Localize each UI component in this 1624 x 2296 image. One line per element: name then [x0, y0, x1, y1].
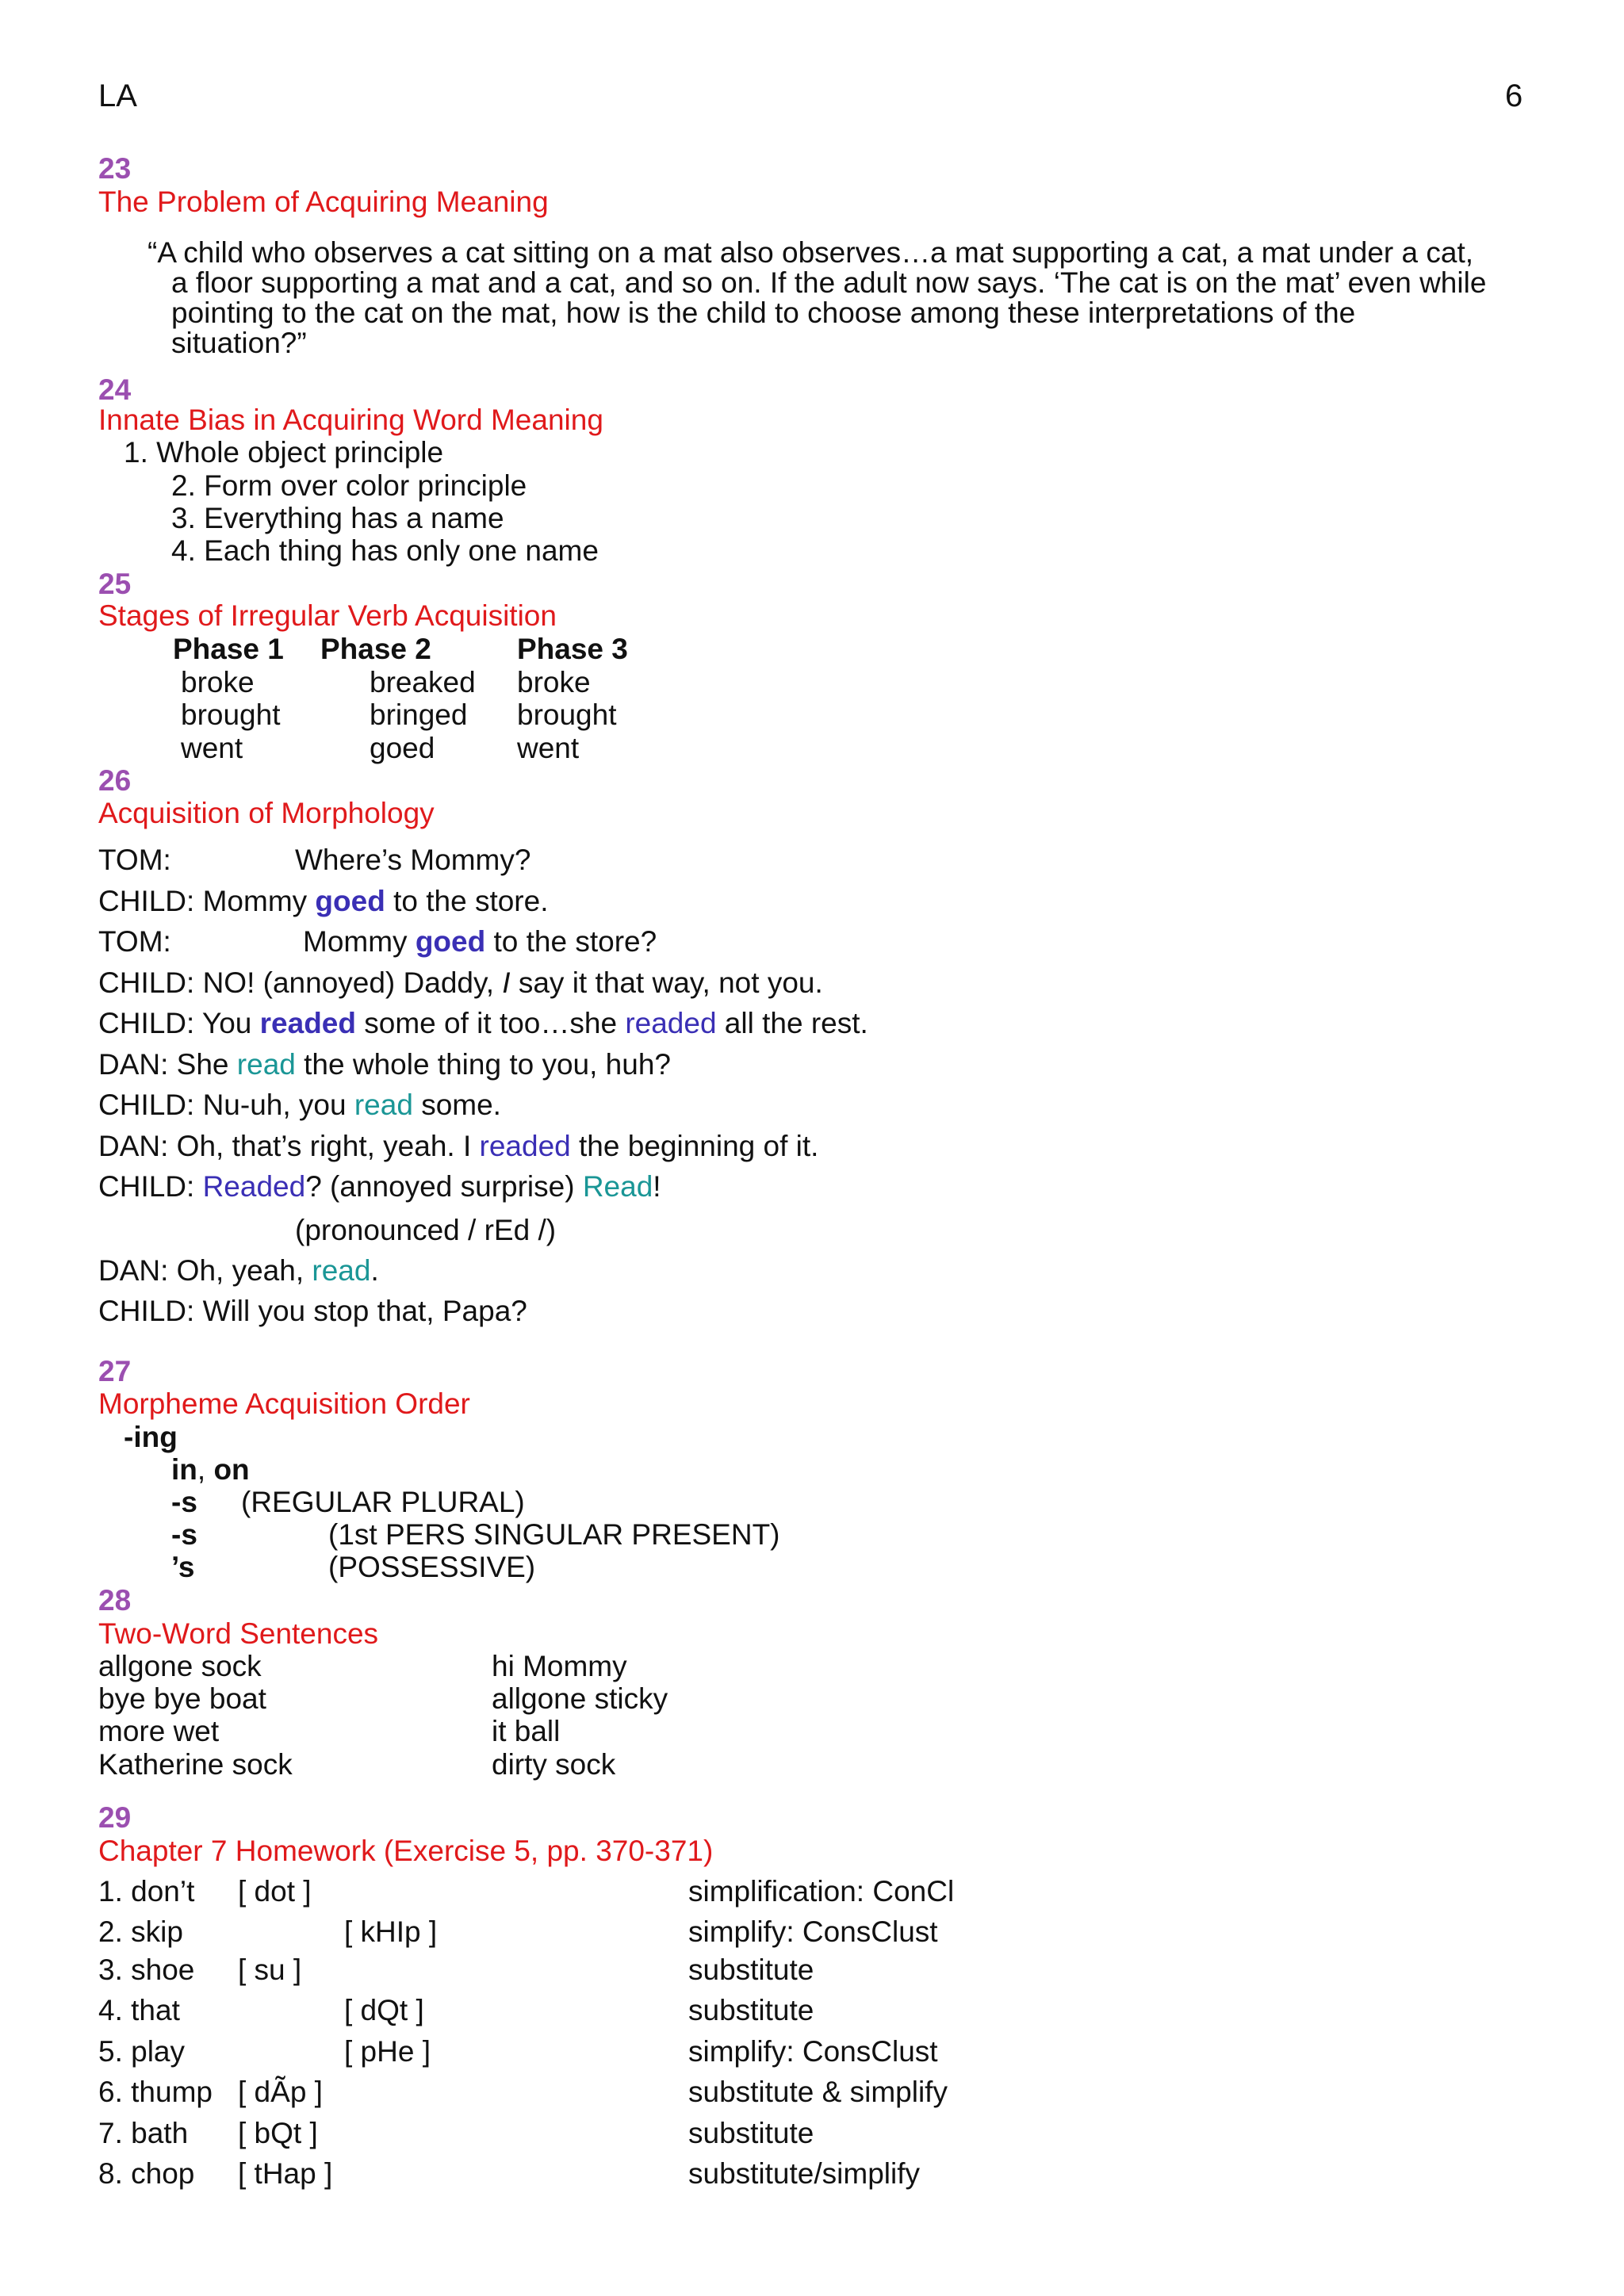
- homework-ipa: [ dQt ]: [344, 1994, 424, 2026]
- list-item: allgone sticky: [492, 1682, 668, 1715]
- homework-ipa: [ bQt ]: [238, 2117, 318, 2149]
- section-number-29: 29: [98, 1801, 132, 1834]
- list-item: Katherine sock: [98, 1748, 293, 1781]
- section-title-26: Acquisition of Morphology: [98, 797, 435, 829]
- list-item: hi Mommy: [492, 1650, 627, 1682]
- list-item: dirty sock: [492, 1748, 616, 1781]
- table-cell: bringed: [370, 698, 468, 731]
- homework-note: substitute: [688, 2117, 814, 2149]
- homework-ipa: [ dot ]: [238, 1875, 312, 1908]
- section-number-28: 28: [98, 1584, 132, 1617]
- dialogue-line: CHILD: Will you stop that, Papa?: [98, 1295, 527, 1327]
- table-cell: breaked: [370, 666, 476, 698]
- homework-note: substitute: [688, 1954, 814, 1986]
- homework-word: 8. chop: [98, 2157, 195, 2190]
- homework-word: 3. shoe: [98, 1954, 195, 1986]
- section-number-25: 25: [98, 568, 132, 600]
- table-cell: broke: [181, 666, 255, 698]
- table-cell: brought: [517, 698, 617, 731]
- list-item: 2. Form over color principle: [171, 469, 527, 502]
- homework-note: simplification: ConCl: [688, 1875, 955, 1908]
- table-header: Phase 1: [173, 633, 284, 665]
- section-number-26: 26: [98, 764, 132, 797]
- quote-line-3: pointing to the cat on the mat, how is the child to choose among these interpretations of the: [171, 297, 1356, 329]
- homework-note: substitute/simplify: [688, 2157, 920, 2190]
- page-number: 6: [1505, 78, 1523, 113]
- section-number-24: 24: [98, 373, 132, 406]
- dialogue-speaker: TOM:: [98, 844, 171, 876]
- homework-ipa: [ kHIp ]: [344, 1915, 438, 1948]
- homework-word: 4. that: [98, 1994, 180, 2026]
- homework-word: 2. skip: [98, 1915, 183, 1948]
- table-header: Phase 3: [517, 633, 628, 665]
- morpheme-note: (POSSESSIVE): [328, 1551, 536, 1583]
- section-title-23: The Problem of Acquiring Meaning: [98, 186, 549, 218]
- section-title-24: Innate Bias in Acquiring Word Meaning: [98, 404, 603, 436]
- homework-note: simplify: ConsClust: [688, 2035, 938, 2068]
- list-item: 4. Each thing has only one name: [171, 534, 599, 567]
- dialogue-line: CHILD: Readed? (annoyed surprise) Read!: [98, 1170, 661, 1203]
- table-cell: brought: [181, 698, 281, 731]
- table-header: Phase 2: [320, 633, 431, 665]
- table-cell: broke: [517, 666, 591, 698]
- homework-ipa: [ dÃp ]: [238, 2076, 323, 2108]
- dialogue-line: DAN: She read the whole thing to you, huh?: [98, 1048, 671, 1081]
- list-item: 3. Everything has a name: [171, 502, 504, 534]
- dialogue-line: Where’s Mommy?: [295, 844, 531, 876]
- dialogue-line: DAN: Oh, that’s right, yeah. I readed the beginning of it.: [98, 1130, 819, 1162]
- section-title-27: Morpheme Acquisition Order: [98, 1387, 470, 1420]
- morpheme-note: (1st PERS SINGULAR PRESENT): [328, 1518, 780, 1551]
- pronunciation-note: (pronounced / rEd /): [295, 1214, 557, 1246]
- quote-line-1: “A child who observes a cat sitting on a mat also observes…a mat supporting a cat, a mat under a cat,: [147, 236, 1474, 269]
- list-item: 1. Whole object principle: [124, 436, 444, 469]
- list-item: it ball: [492, 1715, 561, 1747]
- homework-ipa: [ su ]: [238, 1954, 302, 1986]
- morpheme: -s: [171, 1518, 197, 1551]
- dialogue-line: CHILD: Nu-uh, you read some.: [98, 1089, 501, 1121]
- dialogue-line: DAN: Oh, yeah, read.: [98, 1254, 379, 1287]
- morpheme: -s: [171, 1486, 197, 1518]
- morpheme: ’s: [171, 1551, 195, 1583]
- homework-note: simplify: ConsClust: [688, 1915, 938, 1948]
- table-cell: goed: [370, 732, 435, 764]
- dialogue-line: CHILD: You readed some of it too…she readed all the rest.: [98, 1007, 868, 1039]
- table-cell: went: [181, 732, 243, 764]
- homework-note: substitute & simplify: [688, 2076, 948, 2108]
- section-number-23: 23: [98, 152, 132, 185]
- dialogue-line: CHILD: NO! (annoyed) Daddy, I say it that way, not you.: [98, 966, 823, 999]
- homework-note: substitute: [688, 1994, 814, 2026]
- homework-word: 5. play: [98, 2035, 186, 2068]
- dialogue-line: Mommy goed to the store?: [303, 925, 657, 958]
- table-cell: went: [517, 732, 580, 764]
- list-item: allgone sock: [98, 1650, 262, 1682]
- morpheme-note: (REGULAR PLURAL): [241, 1486, 525, 1518]
- homework-word: 1. don’t: [98, 1875, 195, 1908]
- section-title-25: Stages of Irregular Verb Acquisition: [98, 599, 557, 632]
- morpheme: in, on: [171, 1453, 250, 1486]
- section-number-27: 27: [98, 1355, 132, 1387]
- homework-ipa: [ pHe ]: [344, 2035, 431, 2068]
- dialogue-speaker: TOM:: [98, 925, 171, 958]
- homework-word: 6. thump: [98, 2076, 213, 2108]
- section-title-29: Chapter 7 Homework (Exercise 5, pp. 370-371): [98, 1835, 714, 1867]
- dialogue-line: CHILD: Mommy goed to the store.: [98, 885, 549, 917]
- section-title-28: Two-Word Sentences: [98, 1617, 379, 1650]
- header-left: LA: [98, 78, 137, 113]
- morpheme: -ing: [124, 1421, 178, 1453]
- homework-word: 7. bath: [98, 2117, 189, 2149]
- quote-line-4: situation?”: [171, 327, 307, 359]
- quote-line-2: a floor supporting a mat and a cat, and so on. If the adult now says. ‘The cat is on the mat’ even while: [171, 266, 1487, 299]
- list-item: more wet: [98, 1715, 220, 1747]
- list-item: bye bye boat: [98, 1682, 266, 1715]
- homework-ipa: [ tHap ]: [238, 2157, 333, 2190]
